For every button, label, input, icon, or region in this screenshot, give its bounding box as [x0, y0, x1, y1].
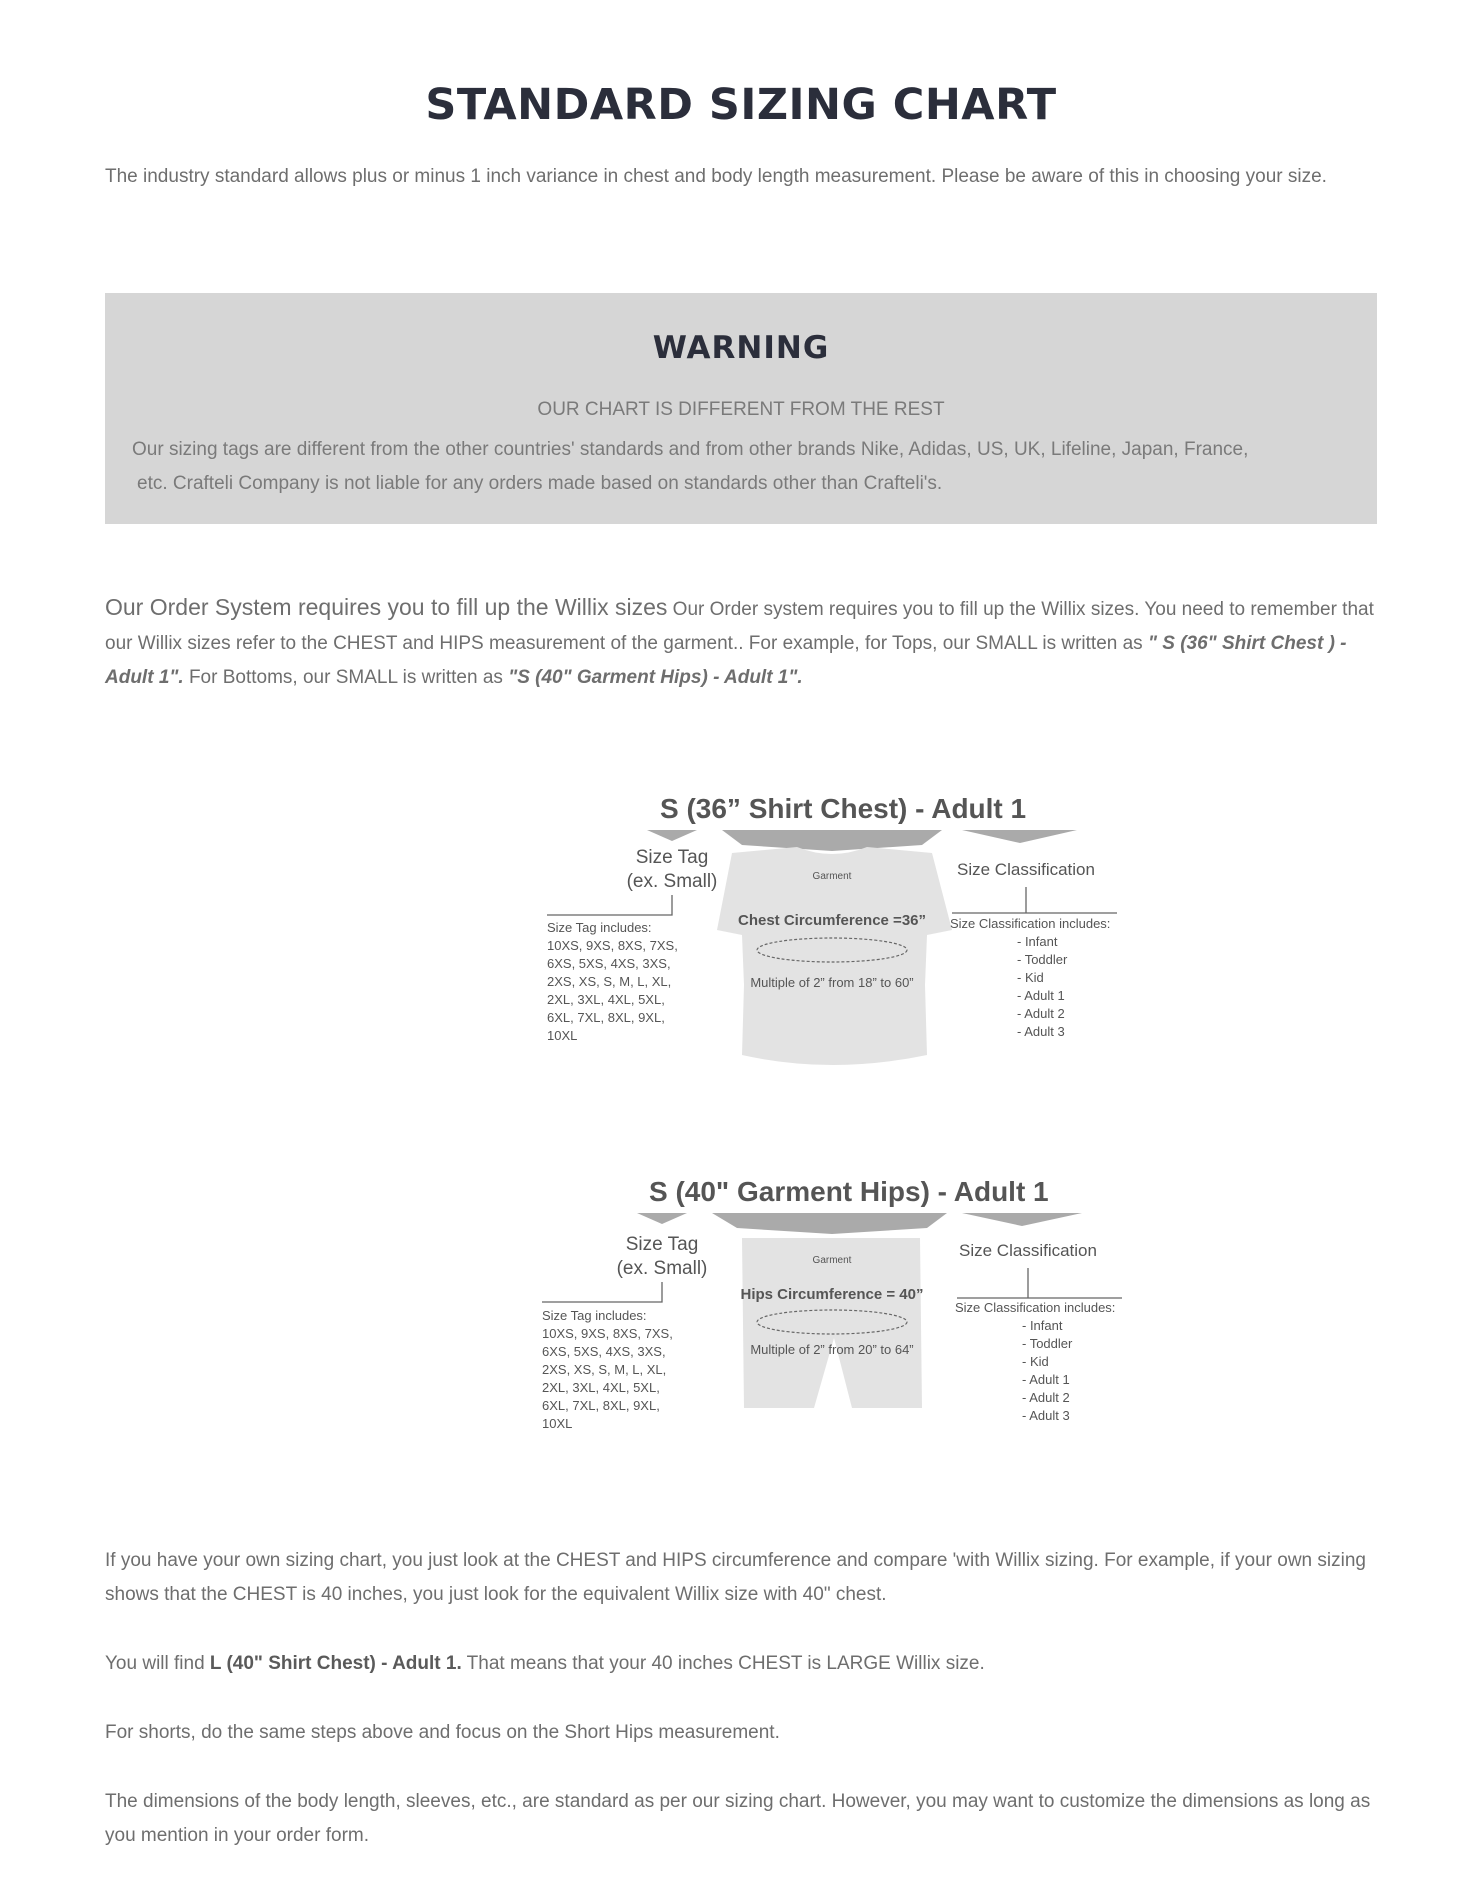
- shorts-diagram-heading: S (40" Garment Hips) - Adult 1: [649, 1176, 1049, 1207]
- class-includes-item: - Adult 3: [1017, 1024, 1065, 1039]
- tag-includes-line: 10XL: [542, 1416, 573, 1431]
- order-system-text: [105, 590, 1377, 695]
- tag-includes-line: 6XL, 7XL, 8XL, 9XL,: [542, 1398, 660, 1413]
- class-includes-title: Size Classification includes:: [955, 1300, 1116, 1315]
- size-class-arrow: [962, 830, 1077, 843]
- size-tag-connector: [547, 895, 672, 915]
- size-tag-arrow: [647, 830, 697, 841]
- garment-arrow: [722, 830, 942, 851]
- tag-includes-title: Size Tag includes:: [547, 920, 652, 935]
- tag-includes-line: 2XS, XS, S, M, L, XL,: [542, 1362, 667, 1377]
- chest-multiple-label: Multiple of 2” from 18” to 60”: [750, 975, 914, 990]
- size-class-arrow: [962, 1213, 1082, 1226]
- order-lead: Our Order System requires you to fill up the Willix sizes: [105, 594, 668, 620]
- class-includes-title: Size Classification includes:: [950, 916, 1111, 931]
- shorts-garment-label: Garment: [812, 1255, 852, 1266]
- intro-text: The industry standard allows plus or minus 1 inch variance in chest and body length measurement. Please be aware of this in choosing your size.: [105, 166, 1327, 187]
- size-class-connector: [952, 887, 1117, 913]
- shorts-size-diagram: [542, 1168, 1132, 1448]
- tag-includes-line: 10XL: [547, 1028, 578, 1043]
- order-text-2: For Bottoms, our SMALL is written as: [183, 667, 509, 688]
- class-includes-item: - Kid: [1022, 1354, 1049, 1369]
- size-tag-example: (ex. Small): [616, 1258, 708, 1279]
- shirt-diagram-heading: S (36” Shirt Chest) - Adult 1: [660, 793, 1027, 824]
- class-includes-item: - Adult 1: [1017, 988, 1065, 1003]
- find-size-post: That means that your 40 inches CHEST is LARGE Willix size.: [461, 1653, 985, 1674]
- size-class-label: Size Classification: [957, 860, 1095, 879]
- shirt-garment-label: Garment: [812, 871, 852, 882]
- class-includes-item: - Adult 1: [1022, 1372, 1070, 1387]
- warning-body-line-2: etc. Crafteli Company is not liable for any orders made based on standards other than Crafteli's.: [137, 473, 943, 494]
- tag-includes-line: 2XL, 3XL, 4XL, 5XL,: [547, 992, 665, 1007]
- tag-includes-line: 6XS, 5XS, 4XS, 3XS,: [547, 956, 671, 971]
- size-class-connector: [957, 1268, 1122, 1298]
- order-text-1: Our Order system requires you to fill up the Willix sizes. You need to remember that our Willix sizes refer to the CHEST and HIPS measurement of the garment.. For example, for Tops, our SMALL is written as: [105, 599, 1374, 654]
- class-includes-item: - Adult 2: [1017, 1006, 1065, 1021]
- shorts-paragraph: For shorts, do the same steps above and focus on the Short Hips measurement.: [105, 1722, 780, 1743]
- dimensions-paragraph: The dimensions of the body length, sleeves, etc., are standard as per our sizing chart. However, you may want to customize the dimensions as long as you mention in your order form.: [105, 1791, 1371, 1846]
- warning-title: WARNING: [652, 330, 830, 366]
- size-tag-connector: [542, 1282, 662, 1302]
- tag-includes-title: Size Tag includes:: [542, 1308, 647, 1323]
- warning-body: [132, 433, 1332, 501]
- tag-includes-line: 6XS, 5XS, 4XS, 3XS,: [542, 1344, 666, 1359]
- tag-includes-line: 2XL, 3XL, 4XL, 5XL,: [542, 1380, 660, 1395]
- tag-includes-line: 2XS, XS, S, M, L, XL,: [547, 974, 672, 989]
- size-tag-example: (ex. Small): [626, 871, 718, 892]
- tag-includes-line: 10XS, 9XS, 8XS, 7XS,: [542, 1326, 673, 1341]
- order-example-bottom: "S (40" Garment Hips) - Adult 1".: [508, 667, 803, 688]
- size-tag-arrow: [637, 1213, 687, 1224]
- warning-body-line-1: Our sizing tags are different from the other countries' standards and from other brands Nike, Adidas, US, UK, Lifeline, Japan, France,: [132, 439, 1249, 460]
- tag-includes-line: 6XL, 7XL, 8XL, 9XL,: [547, 1010, 665, 1025]
- size-tag-label: Size Tag: [625, 1234, 699, 1255]
- tag-includes-line: 10XS, 9XS, 8XS, 7XS,: [547, 938, 678, 953]
- class-includes-item: - Toddler: [1022, 1336, 1073, 1351]
- class-includes-item: - Toddler: [1017, 952, 1068, 967]
- shirt-size-diagram: [542, 785, 1132, 1125]
- order-example-top: " S (36" Shirt Chest ) - Adult 1".: [105, 633, 1347, 688]
- class-includes-item: - Kid: [1017, 970, 1044, 985]
- page-title: STANDARD SIZING CHART: [425, 80, 1057, 130]
- class-includes-item: - Adult 2: [1022, 1390, 1070, 1405]
- size-tag-label: Size Tag: [635, 847, 709, 868]
- hips-circumference-label: Hips Circumference = 40”: [740, 1286, 924, 1303]
- find-size-paragraph: [105, 1647, 1377, 1681]
- warning-subtitle: OUR CHART IS DIFFERENT FROM THE REST: [537, 399, 945, 420]
- size-class-label: Size Classification: [959, 1241, 1097, 1260]
- find-size-pre: You will find: [105, 1653, 210, 1674]
- chest-circumference-label: Chest Circumference =36”: [738, 912, 926, 929]
- garment-arrow: [712, 1213, 947, 1234]
- find-size-example: L (40" Shirt Chest) - Adult 1.: [209, 1653, 462, 1674]
- hips-multiple-label: Multiple of 2” from 20” to 64”: [750, 1342, 914, 1357]
- class-includes-item: - Infant: [1022, 1318, 1063, 1333]
- class-includes-item: - Infant: [1017, 934, 1058, 949]
- own-chart-paragraph: If you have your own sizing chart, you just look at the CHEST and HIPS circumference and compare 'with Willix sizing. For example, if your own sizing shows that the CHEST is 40 inches, you just look for the equivalent Willix size with 40" chest.: [105, 1550, 1366, 1605]
- class-includes-item: - Adult 3: [1022, 1408, 1070, 1423]
